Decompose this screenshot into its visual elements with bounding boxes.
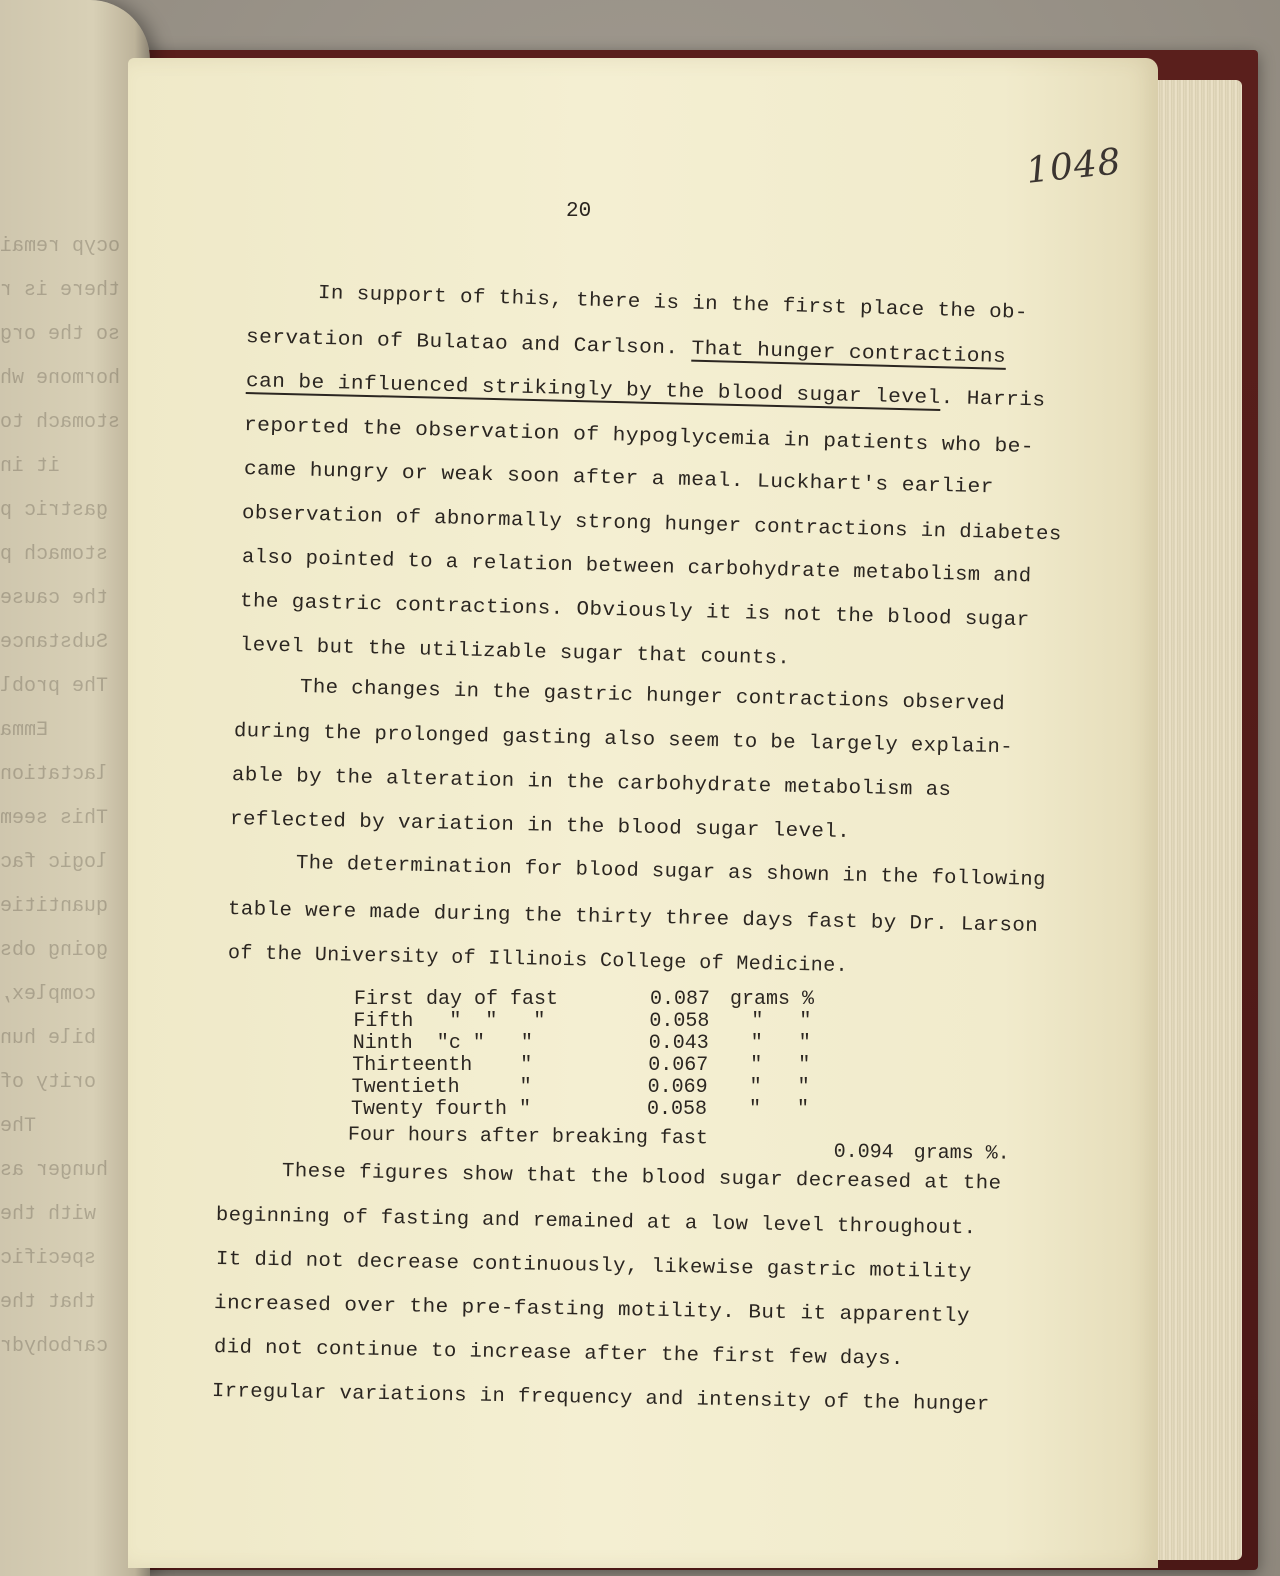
text-segment: also pointed to a relation between carbohydrate metabolism and xyxy=(241,546,1032,589)
text-line: Irregular variations in frequency and intensity of the hunger xyxy=(211,1380,990,1417)
bleed-through-fragment: there is r xyxy=(0,279,121,302)
underlined-text: That hunger contractions xyxy=(691,337,1007,369)
row-label: Twentieth " xyxy=(351,1076,532,1099)
bleed-through-fragment: that the xyxy=(0,1291,97,1314)
text-segment: In support of this, there is in the first place the ob- xyxy=(317,282,1029,325)
text-segment: able by the alteration in the carbohydrate metabolism as xyxy=(231,764,952,803)
bleed-through-fragment: hunger as xyxy=(0,1159,109,1182)
bleed-through-fragment: ority of xyxy=(0,1071,97,1094)
blood-sugar-value: 0.043 xyxy=(648,1032,709,1055)
unit-label: " " xyxy=(750,1032,811,1055)
blood-sugar-value: 0.087 xyxy=(650,988,711,1011)
bleed-through-fragment: logic fac xyxy=(0,851,109,874)
underlined-text: can be influenced strikingly by the blood sugar level xyxy=(245,370,941,410)
blood-sugar-value: 0.058 xyxy=(647,1098,708,1121)
blood-sugar-value: 0.069 xyxy=(647,1076,708,1099)
row-label: Ninth "c " " xyxy=(352,1032,533,1055)
row-label: Fifth " " " xyxy=(353,1010,546,1033)
text-line: beginning of fasting and remained at a low level throughout. xyxy=(215,1204,977,1241)
bleed-through-fragment: ocyp remai xyxy=(0,235,121,258)
bleed-through-fragment: so the org xyxy=(0,323,121,346)
bleed-through-fragment: bile hun xyxy=(0,1027,97,1050)
bleed-through-fragment: hormone wh xyxy=(0,367,121,390)
bleed-through-fragment: going obs xyxy=(0,939,109,962)
bleed-through-fragment: with the xyxy=(0,1203,97,1226)
bleed-through-fragment: the cause xyxy=(0,587,109,610)
text-segment: servation of Bulatao and Carlson. xyxy=(245,326,692,361)
bleed-through-fragment: complex, xyxy=(0,983,97,1006)
unit-label: grams % xyxy=(730,988,815,1011)
text-segment: of the University of Illinois College of Medicine. xyxy=(227,942,849,978)
unit-label: grams %. xyxy=(913,1141,1010,1166)
text-segment: reported the observation of hypoglycemia in patients who be- xyxy=(243,414,1035,460)
row-label: Thirteenth " xyxy=(352,1054,533,1077)
bleed-through-fragment: gastric p xyxy=(0,499,109,522)
text-segment: during the prolonged gasting also seem to be largely explain- xyxy=(233,720,1014,760)
bleed-through-fragment: Emma xyxy=(0,719,49,742)
blood-sugar-value: 0.067 xyxy=(648,1054,709,1077)
text-line: increased over the pre-fasting motility. But it apparently xyxy=(213,1292,971,1329)
text-segment: came hungry or weak soon after a meal. Luckhart's earlier xyxy=(243,458,995,500)
bleed-through-fragment: The probl xyxy=(0,675,109,698)
bleed-through-fragment: carbohydr xyxy=(0,1335,109,1358)
bleed-through-fragment: stomach to xyxy=(0,411,121,434)
text-segment: The determination for blood sugar as shown in the following xyxy=(295,852,1047,893)
row-label: Twenty fourth " xyxy=(351,1098,532,1121)
text-segment: observation of abnormally strong hunger contractions in diabetes xyxy=(241,502,1062,547)
bleed-through-fragment: lactation xyxy=(0,763,109,786)
text-segment: the gastric contractions. Obviously it is not the blood sugar xyxy=(239,590,1030,633)
bleed-through-fragment: Substance xyxy=(0,631,109,654)
bleed-through-fragment: quantitie xyxy=(0,895,109,918)
text-segment: . Harris xyxy=(940,386,1046,413)
blood-sugar-value: 0.058 xyxy=(649,1010,710,1033)
bleed-through-fragment: specific xyxy=(0,1247,97,1270)
unit-label: " " xyxy=(750,1054,811,1077)
row-label: Four hours after breaking fast xyxy=(347,1123,709,1151)
bleed-through-fragment: This seem xyxy=(0,807,109,830)
text-segment: level but the utilizable sugar that counts. xyxy=(239,634,791,671)
text-segment: table were made during the thirty three days fast by Dr. Larson xyxy=(227,898,1039,938)
page-number: 20 xyxy=(566,200,592,223)
handwritten-folio-number: 1048 xyxy=(1024,141,1124,192)
text-segment: reflected by variation in the blood sugar level. xyxy=(229,808,851,844)
text-line: These figures show that the blood sugar decreased at the xyxy=(281,1160,1002,1196)
text-line: It did not decrease continuously, likewise gastric motility xyxy=(215,1248,972,1285)
text-line: did not continue to increase after the first few days. xyxy=(213,1336,904,1372)
bleed-through-fragment: stomach p xyxy=(0,543,109,566)
bleed-through-fragment: it in xyxy=(0,455,61,478)
unit-label: " " xyxy=(751,1010,812,1033)
text-segment: The changes in the gastric hunger contractions observed xyxy=(299,676,1006,717)
bleed-through-fragment: The xyxy=(0,1115,37,1138)
row-label: First day of fast xyxy=(354,988,559,1011)
unit-label: " " xyxy=(749,1098,810,1121)
unit-label: " " xyxy=(749,1076,810,1099)
blood-sugar-value: 0.094 xyxy=(833,1140,894,1165)
